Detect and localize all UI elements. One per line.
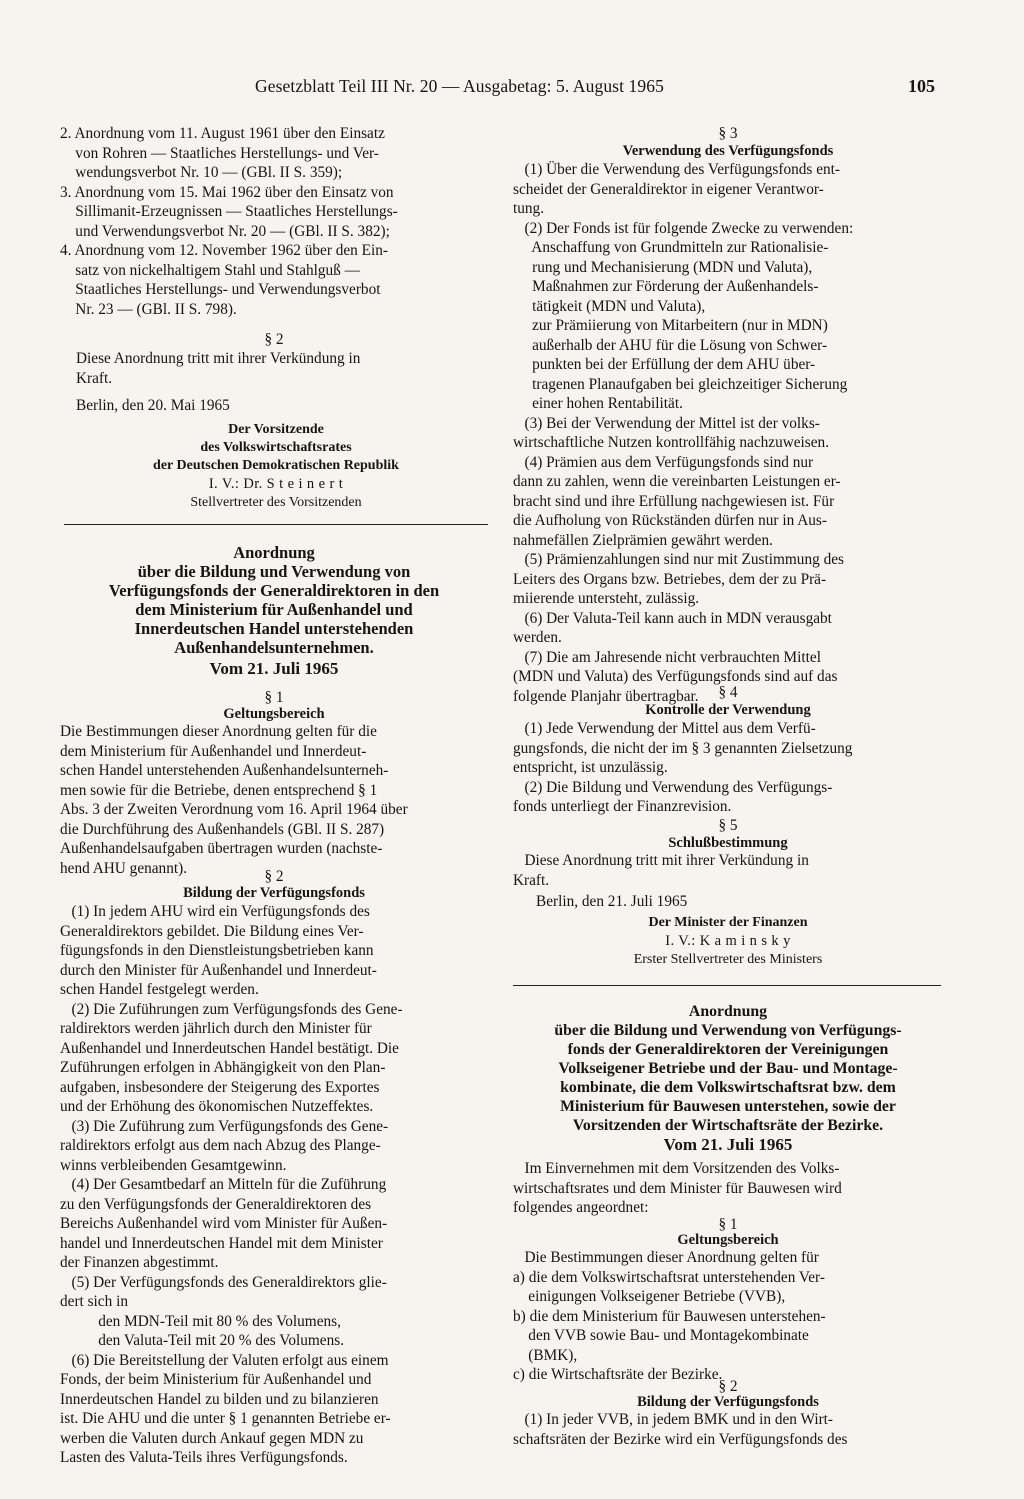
section-heading: Bildung der Verfügungsfonds [183,885,365,901]
section-number: § 1 [264,689,284,706]
page-number: 105 [908,76,935,96]
signer-name: I. V.: Dr. S t e i n e r t [208,476,344,492]
ordinance-date: Vom 21. Juli 1965 [209,659,339,678]
section-text: (1) Jede Verwendung der Mittel aus dem Verfü- gungsfonds, die nicht der im § 3 genannten Zielsetzung entspricht, ist unzulässig. (2) Die Bildung und Verwendung des Verfügungs- fonds unterliegt der Finanzrevision. [513,720,853,815]
ordinance-date: Vom 21. Juli 1965 [663,1135,793,1154]
section-number: § 5 [718,817,738,834]
section-text: Die Bestimmungen dieser Anordnung gelten für die dem Ministerium für Außenhandel und Innerdeut- schen Handel unterstehenden Außenhandelsunterneh- men sowie für die Betriebe, denen entsprechend § 1 Abs. 3 der Zweiten Verordnung vom 16. April 1964 über die Durchführung des Außenhandels (GBl. II S. 287) Außenhandelsaufgaben übertragen wurden (nachste- hend AHU genannt). [60,723,408,877]
section-number: § 2 [264,868,284,885]
signer-role: Erster Stellvertreter des Ministers [633,952,823,967]
section-number: § 2 [264,331,284,348]
section-number: § 3 [718,125,738,142]
section-number: § 1 [718,1216,738,1233]
section-text: (1) In jeder VVB, in jedem BMK und in den Wirt- schaftsräten der Bezirke wird ein Verfügungsfonds des [513,1411,848,1448]
signer-organization: Der Vorsitzende des Volkswirtschaftsrates der Deutschen Demokratischen Republik [153,422,399,473]
section-text: Die Bestimmungen dieser Anordnung gelten für a) die dem Volkswirtschaftsrat unterstehenden Ver- einigungen Volkseigener Betriebe (VVB), b) die dem Ministerium für Bauwesen unterstehen- den VVB sowie Bau- und Montagekombinate (BMK), c) die Wirtschaftsräte der Bezirke. [513,1249,826,1383]
section-text: Diese Anordnung tritt mit ihrer Verkündung in Kraft. [513,852,809,889]
ordinance-title: Anordnung über die Bildung und Verwendung von Verfügungsfonds der Generaldirektoren in den dem Ministerium für Außenhandel und Innerdeutschen Handel unterstehenden Außenhandelsunternehmen. [108,543,440,657]
ordinance-intro: Im Einvernehmen mit dem Vorsitzenden des Volks- wirtschaftsrates und dem Minister für Bauwesen wird folgendes angeordnet: [513,1160,842,1216]
signer-name: I. V.: K a m i n s k y [665,933,791,949]
section-text: Diese Anordnung tritt mit ihrer Verkündung in Kraft. [76,350,361,387]
place-date: Berlin, den 21. Juli 1965 [536,893,688,910]
place-date: Berlin, den 20. Mai 1965 [76,397,230,414]
section-heading: Kontrolle der Verwendung [645,702,811,718]
section-heading: Bildung der Verfügungsfonds [637,1394,819,1410]
section-heading: Schlußbestimmung [668,835,788,851]
section-text: (1) Über die Verwendung des Verfügungsfonds ent- scheidet der Generaldirektor in eigener Verantwor- tung. (2) Der Fonds ist für folgende Zwecke zu verwenden: Anschaffung von Grundmitteln zur Rationalisie- rung und Mechanisierung (MDN und Valuta), Maßnahmen zur Förderung der Außenhandels- tätigkeit (MDN und Valuta), zur Prämiierung von Mitarbeitern (nur in MDN) außerhalb der AHU für die Lösung von Schwer- punkten bei der Erfüllung der dem AHU über- tragenen Planaufgaben bei gleichzeitiger Sicherung einer hohen Rentabilität. (3) Bei der Verwendung der Mittel ist der volks- wirtschaftliche Nutzen kontrollfähig nachzuweisen. (4) Prämien aus dem Verfügungsfonds sind nur dann zu zahlen, wenn die vereinbarten Leistungen er- bracht sind und ihre Erfüllung nachgewiesen ist. Für die Aufholung von Rückständen dürfen nur in Aus- nahmefällen Zielprämien gewährt werden. (5) Prämienzahlungen sind nur mit Zustimmung des Leiters des Organs bzw. Betriebes, dem der zu Prä- miierende untersteht, zulässig. (6) Der Valuta-Teil kann auch in MDN verausgabt werden. (7) Die am Jahresende nicht verbrauchten Mittel (MDN und Valuta) des Verfügungsfonds sind auf das folgende Planjahr übertragbar. [513,161,854,705]
signer-organization: Der Minister der Finanzen [648,915,808,930]
section-text: (1) In jedem AHU wird ein Verfügungsfonds des Generaldirektors gebildet. Die Bildung eines Ver- fügungsfonds in den Dienstleistungsbetrieben kann durch den Minister für Außenhandel und Innerdeut- schen Handel festgelegt werden. (2) Die Zuführungen zum Verfügungsfonds des Gene- raldirektors werden jährlich durch den Minister für Außenhandel und Innerdeutschen Handel bestätigt. Die Zuführungen erfolgen in Abhängigkeit von den Plan- aufgaben, insbesondere der Steigerung des Exportes und der Erhöhung des ökonomischen Nutzeffektes. (3) Die Zuführung zum Verfügungsfonds des Gene- raldirektors erfolgt aus dem nach Abzug des Plange- winns verbleibenden Gesamtgewinn. (4) Der Gesamtbedarf an Mitteln für die Zuführung zu den Verfügungsfonds der Generaldirektoren des Bereichs Außenhandel wird vom Minister für Außen- handel und Innerdeutschen Handel mit dem Minister der Finanzen abgestimmt. (5) Der Verfügungsfonds des Generaldirektors glie- dert sich in den MDN-Teil mit 80 % des Volumens, den Valuta-Teil mit 20 % des Volumens. (6) Die Bereitstellung der Valuten erfolgt aus einem Fonds, der beim Ministerium für Außenhandel und Innerdeutschen Handel zu bilden und zu bilanzieren ist. Die AHU und die unter § 1 genannten Betriebe er- werben die Valuten durch Ankauf gegen MDN zu Lasten des Valuta-Teils ihres Verfügungsfonds. [60,903,403,1466]
section-heading: Verwendung des Verfügungsfonds [622,143,834,159]
section-divider [64,524,488,525]
signer-role: Stellvertreter des Vorsitzenden [190,495,362,510]
section-divider [513,985,941,986]
ordinance-title: Anordnung über die Bildung und Verwendung von Verfügungs- fonds der Generaldirektoren der Vereinigungen Volkseigener Betriebe und der Bau- und Montage- kombinate, die dem Volkswirtschaftsrat bzw. dem Ministerium für Bauwesen unterstehen, sowie der Vorsitzenden der Wirtschaftsräte der Bezirke. [554,1003,902,1134]
repealed-list: 2. Anordnung vom 11. August 1961 über den Einsatz von Rohren — Staatliches Herstellungs- und Ver- wendungsverbot Nr. 10 — (GBl. II S. 359); 3. Anordnung vom 15. Mai 1962 über den Einsatz von Sillimanit-Erzeugnissen — Staatliches Herstellungs- und Verwendungsverbot Nr. 20 — (GBl. II S. 382); 4. Anordnung vom 12. November 1962 über den Ein- satz von nickelhaltigem Stahl und Stahlguß — Staatliches Herstellungs- und Verwendungsverbot Nr. 23 — (GBl. II S. 798). [60,125,398,318]
running-header: Gesetzblatt Teil III Nr. 20 — Ausgabetag: 5. August 1965 [255,76,664,96]
section-heading: Geltungsbereich [223,706,325,722]
section-heading: Geltungsbereich [677,1232,779,1248]
section-number: § 2 [718,1378,738,1395]
section-number: § 4 [718,684,738,701]
